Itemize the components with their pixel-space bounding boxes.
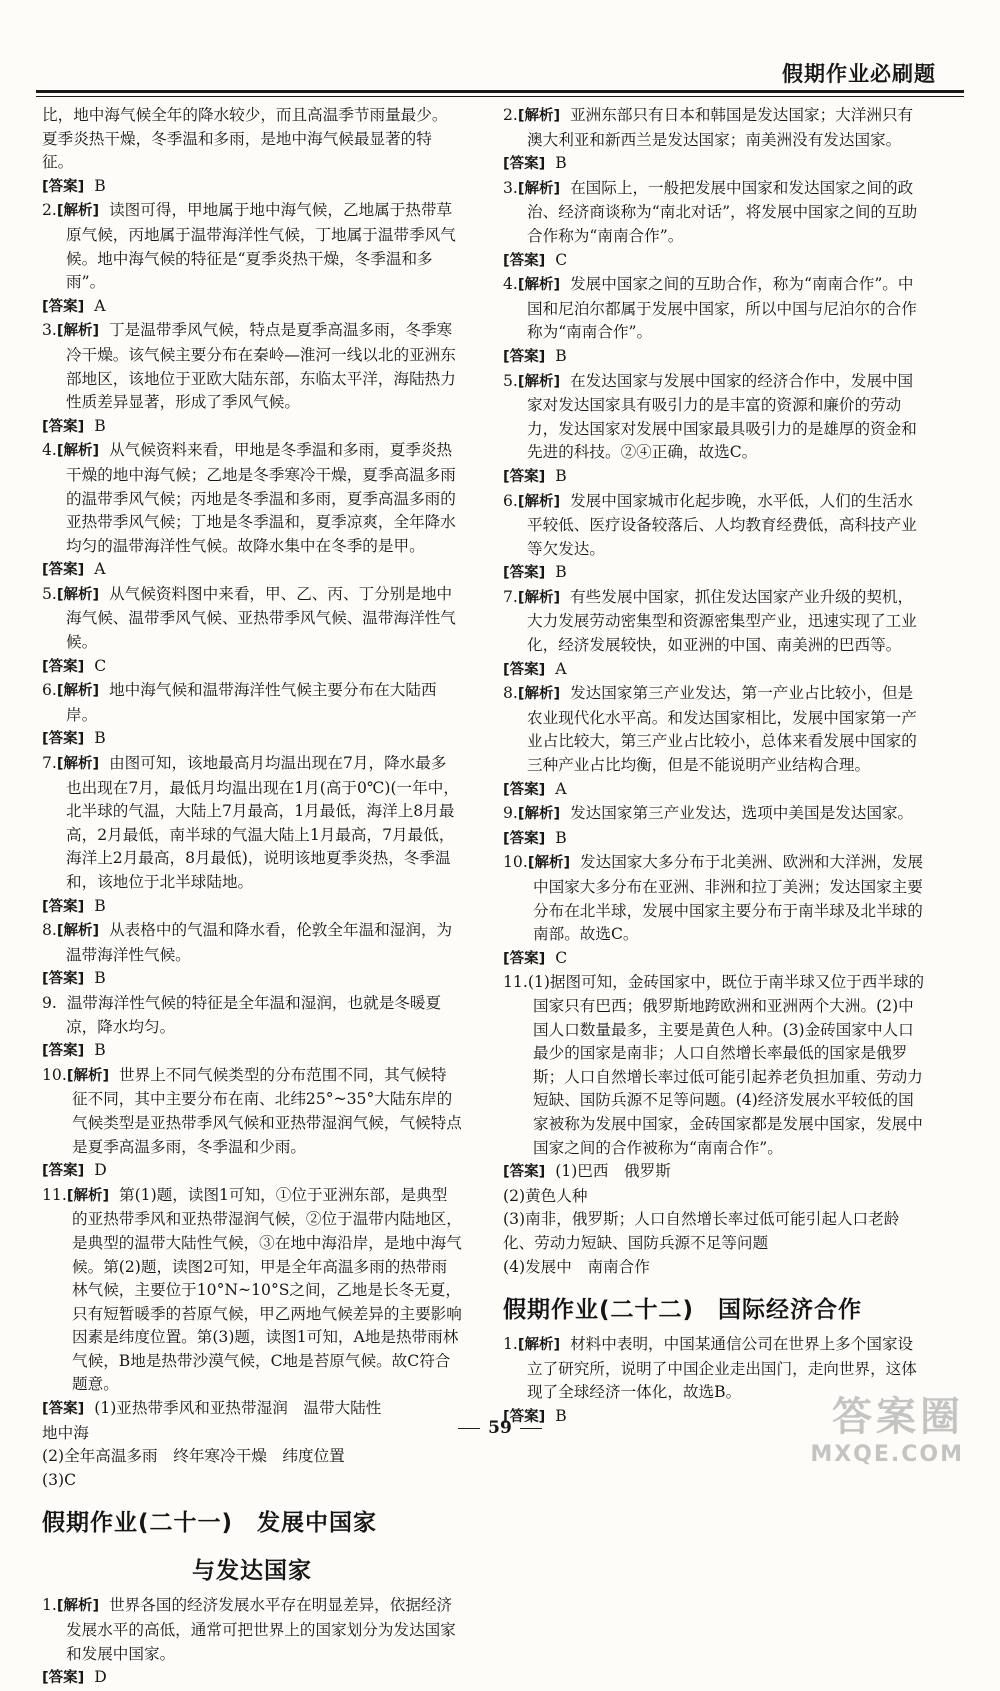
question-text [503,104,925,152]
analysis-label: [解析] [56,323,100,340]
question-text [42,752,462,895]
answer-line [503,249,925,274]
answer-line [42,295,462,320]
answer-value: B [94,416,106,435]
analysis-text: 从气候资料图中来看，甲、乙、丙、丁分别是地中海气候、温带季风气候、亚热带季风气候、温带海洋性气候。 [66,584,456,652]
question-text [42,583,462,655]
right-q10 [503,851,925,971]
analysis-label: [解析] [517,1337,561,1354]
analysis-text: 丁是温带季风气候，特点是夏季高温多雨，冬季寒冷干燥。该气候主要分布在秦岭—淮河一线以北的亚洲东部地区，该地位于亚欧大陆东部，东临太平洋，海陆热力性质差异显著，形成了季风气候。 [66,321,456,412]
page-number-dash-right [520,1428,542,1429]
answer-part-3: (3)南非，俄罗斯；人口自然增长率过低可能引起人口老龄化、劳动力短缺、国防兵源不足等问题 [503,1210,900,1252]
answer-value: A [94,560,106,579]
question-number: 2. [503,106,518,124]
question-text [503,802,925,827]
analysis-text: 亚洲东部只有日本和韩国是发达国家；大洋洲只有澳大利亚和新西兰是发达国家；南美洲没有发达国家。 [527,106,914,149]
right-q2 [503,104,925,177]
answer-label: [答案] [503,252,546,269]
answer-part-3: (3)C [42,1470,77,1489]
analysis-text: 发达国家大多分布于北美洲、欧洲和大洋洲，发展中国家大多分布在亚洲、非洲和拉丁美洲；发达国家主要分布在北半球，发展中国家主要分布于南半球及北半球的南部。故选C。 [533,853,924,944]
answer-line [42,415,462,440]
answer-part-4: (4)发展中 南南合作 [503,1257,650,1276]
analysis-text: 世界各国的经济发展水平存在明显差异，依据经济发展水平的高低，通常可把世界上的国家划分为发达国家和发展中国家。 [66,1596,456,1663]
header-title: 假期作业必刷题 [782,62,936,86]
analysis-label: [解析] [527,855,571,872]
answer-label: [答案] [503,1164,546,1181]
question-number: 2. [42,201,57,220]
answer-line [503,1160,925,1185]
answer-value: A [94,296,106,315]
answer-value: (1)巴西 俄罗斯 [555,1162,671,1181]
watermark [810,1385,964,1467]
answer-line [42,175,462,200]
answer-label: [答案] [42,658,85,675]
analysis-text: 发展中国家城市化起步晚，水平低，人们的生活水平较低、医疗设备较落后、人均教育经费低，高科技产业等欠发达。 [527,491,917,558]
right-column [503,104,925,1429]
question-number: 7. [503,587,518,606]
analysis-text: 材料中表明，中国某通信公司在世界上多个国家设立了研究所，说明了中国企业走出国门，走向世界，这体现了全球经济一体化，故选B。 [527,1335,917,1402]
question-number: 10. [503,853,528,872]
answer-value: B [555,1406,567,1425]
answer-label: [答案] [42,1401,85,1418]
question-number: 9. [42,993,57,1012]
answer-label: [答案] [503,348,546,365]
analysis-text: 第(1)题，读图1可知，①位于亚洲东部，是典型的亚热带季风和亚热带湿润气候，②位于温带内陆地区，是典型的温带大陆性气候，③在地中海沿岸，是地中海气候。第(2)题，读图2可知，甲是全年高温多雨的热带雨林气候，主要位于10°N~10°S之间，乙地是长冬无夏，只有短暂暖季的苔原气候，甲乙两地气候差异的主要影响因素是纬度位置。第(3)题，读图1可知，A地是热带雨林气候，B地是热带沙漠气候，C地是苔原气候。故C符合题意。 [72,1185,462,1394]
answer-label: [答案] [42,1163,85,1180]
question-text [42,1184,462,1397]
answer-line [503,152,925,177]
page-number-value: 59 [488,1418,512,1438]
watermark-text: 答案圈 [832,1394,964,1440]
question-number: 5. [503,371,518,390]
answer-line [503,827,925,852]
question-number: 10. [42,1065,67,1084]
analysis-label: [解析] [517,373,561,390]
answer-value: B [555,828,567,847]
analysis-label: [解析] [66,1187,110,1204]
right-q4 [503,273,925,369]
answer-line [42,967,462,992]
analysis-label: [解析] [517,493,561,510]
right-q8 [503,682,925,802]
question-text [503,490,925,562]
analysis-label: [解析] [517,589,561,606]
question-number: 8. [503,684,518,703]
answer-label: [答案] [503,661,546,678]
answer-value: A [555,779,567,798]
analysis-text: 地中海气候和温带海洋性气候主要分布在大陆西岸。 [66,681,437,724]
answer-value: C [555,250,568,269]
analysis-text: 在发达国家与发展中国家的经济合作中，发展中国家对发达国家具有吸引力的是丰富的资源和廉价的劳动力，发达国家对发展中国家最具吸引力的是雄厚的资金和先进的科技。②④正确，故选C。 [527,371,917,462]
answer-label: [答案] [42,971,85,988]
answer-value: B [94,969,106,988]
left-q1 [42,104,462,199]
right-q7 [503,586,925,682]
answer-label: [答案] [42,1043,85,1060]
section-title-21: 假期作业(二十一) 发展中国家 [42,1510,378,1537]
answer-value: (1)亚热带季风和亚热带湿润 温带大陆性 [94,1399,382,1418]
right-q9 [503,802,925,851]
answer-value: C [94,656,107,675]
right-q3 [503,177,925,273]
analysis-label: [解析] [517,108,561,124]
analysis-text: 有些发展中国家，抓住发达国家产业升级的契机，大力发展劳动密集型和资源密集型产业，迅速实现了工业化，经济发展较快，如亚洲的中国、南美洲的巴西等。 [527,587,917,655]
question-number: 6. [42,681,57,700]
question-text [503,971,925,1160]
left-q3 [42,319,462,439]
question-text [42,199,462,294]
answer-line [42,655,462,680]
analysis-label: [解析] [56,683,100,700]
left-q5 [42,583,462,679]
analysis-label: [解析] [517,180,561,197]
answer-label: [答案] [42,1670,85,1687]
answer-label: [答案] [42,178,85,195]
left-q8 [42,919,462,992]
answer-value: B [555,563,567,582]
analysis-label: [解析] [517,806,561,823]
question-text [503,177,925,249]
answer-label: [答案] [503,1408,546,1425]
answer-value: A [555,659,567,678]
analysis-label: [解析] [56,923,100,940]
question-text [42,1594,462,1666]
answer-value: B [94,896,106,915]
left-q10 [42,1064,462,1184]
answer-line [42,558,462,583]
answer-value: D [94,1161,107,1180]
right-q5 [503,370,925,490]
answer-line [42,895,462,920]
answer-label: [答案] [42,898,85,915]
question-number: 3. [503,178,518,197]
analysis-text: 发展中国家之间的互助合作，称为“南南合作”。中国和尼泊尔都属于发展中国家，所以中国与尼泊尔的合作称为“南南合作”。 [527,275,917,342]
question-text: 比，地中海气候全年的降水较少，而且高温季节雨量最少。夏季炎热干燥，冬季温和多雨，是地中海气候最显著的特征。 [42,106,448,172]
answer-line [42,1039,462,1064]
left-column [42,104,462,1691]
analysis-label: [解析] [56,586,100,603]
question-text [503,273,925,345]
answer-line [503,778,925,803]
header-rule-thick [36,90,964,93]
answer-value: D [94,1668,107,1687]
answer-label: [答案] [42,731,85,748]
answer-line [503,561,925,586]
analysis-text: 发达国家第三产业发达，选项中美国是发达国家。 [570,804,914,823]
question-number: 8. [42,921,57,940]
answer-line [503,658,925,683]
analysis-text: 读图可得，甲地属于地中海气候，乙地属于热带草原气候，丙地属于温带海洋性气候，丁地属于温带季风气候。地中海气候的特征是“夏季炎热干燥，冬季温和多雨”。 [66,201,456,292]
analysis-label: [解析] [56,756,100,773]
question-number: 4. [503,275,518,294]
answer-value: B [555,466,567,485]
analysis-text: (1)据图可知，金砖国家中，既位于南半球又位于西半球的国家只有巴西；俄罗斯地跨欧洲和亚洲两个大洲。(2)中国人口数量最多，主要是黄色人种。(3)金砖国家中人口最少的国家是南非；人口自然增长率最低的国家是俄罗斯；人口自然增长率过低可能引起养老负担加重、劳动力短缺、国防兵源不足等问题。(4)经济发展水平较低的国家被称为发展中国家，金砖国家都是发展中国家，发展中国家之间的合作被称为“南南合作”。 [527,973,925,1157]
question-number: 4. [42,441,57,460]
answer-value: B [555,154,567,173]
answer-label: [答案] [503,565,546,582]
answer-value: B [94,1041,106,1060]
page-number-dash-left [458,1428,480,1429]
analysis-text: 从气候资料来看，甲地是冬季温和多雨，夏季炎热干燥的地中海气候；乙地是冬季寒冷干燥，夏季高温多雨的温带季风气候；丙地是冬季温和多雨，夏季高温多雨的亚热带季风气候；丁地是冬季温和，夏季凉爽，全年降水均匀的温带海洋性气候。故降水集中在冬季的是甲。 [66,441,456,555]
answer-line [503,345,925,370]
question-number: 3. [42,321,57,340]
answer-line [42,1159,462,1184]
question-number: 11. [42,1185,67,1204]
analysis-text: 由图可知，该地最高月均温出现在7月，降水最多也出现在7月，最低月均温出现在1月(高于0℃)(一年中，北半球的气温，大陆上7月最高，1月最低，海洋上8月最高，2月最低，南半球的气温大陆上1月最高，7月最低，海洋上2月最高，8月最低)，说明该地夏季炎热，冬季温和，该地位于北半球陆地。 [66,754,459,891]
answer-part-2: (2)全年高温多雨 终年寒冷干燥 纬度位置 [42,1447,345,1466]
header-rule-thin [36,96,964,97]
left-q9 [42,992,462,1064]
question-text [42,992,462,1039]
analysis-text: 发达国家第三产业发达，第一产业占比较小，但是农业现代化水平高。和发达国家相比，发展中国家第一产业占比较大，第三产业占比较小，总体来看发展中国家的三种产业占比均衡，但是不能说明产业结构合理。 [527,684,917,775]
answer-label: [答案] [503,468,546,485]
right-q11 [503,971,925,1279]
left-q4 [42,439,462,583]
section-title-22: 假期作业(二十二) 国际经济合作 [503,1297,863,1324]
analysis-label: [解析] [56,203,100,220]
question-text [42,439,462,558]
question-number: 11. [503,973,528,992]
question-number: 6. [503,491,518,510]
answer-label: [答案] [503,781,546,798]
answer-label: [答案] [42,418,85,435]
left-q7 [42,752,462,919]
left-q2 [42,199,462,319]
question-text [503,586,925,658]
analysis-label: [解析] [517,277,561,294]
question-number: 7. [42,754,57,773]
answer-value: C [555,948,568,967]
analysis-text: 从表格中的气温和降水看，伦敦全年温和湿润，为温带海洋性气候。 [66,921,453,964]
question-number: 1. [42,1596,57,1615]
analysis-label: [解析] [56,443,100,460]
analysis-label: [解析] [56,1598,100,1615]
question-text [503,370,925,465]
answer-line [503,947,925,972]
answer-label: [答案] [503,950,546,967]
answer-value: B [94,176,106,195]
answer-label: [答案] [42,298,85,315]
left-q6 [42,679,462,752]
section-title-21-line2: 与发达国家 [192,1558,312,1585]
answer-label: [答案] [42,562,85,579]
left-q11 [42,1184,462,1493]
question-text [42,1064,462,1159]
sec21-q1 [42,1594,462,1690]
answer-label: [答案] [503,156,546,173]
answer-value: B [94,729,106,748]
analysis-text: 温带海洋性气候的特征是全年温和湿润，也就是冬暖夏凉，降水均匀。 [66,993,442,1036]
watermark-url: MXQE.COM [810,1442,964,1467]
answer-line [42,1666,462,1691]
answer-part-2: (2)黄色人种 [503,1186,588,1205]
question-number: 5. [42,584,57,603]
answer-value: B [555,346,567,365]
analysis-label: [解析] [66,1067,110,1084]
question-text [42,679,462,727]
answer-line [42,727,462,752]
question-text [503,851,925,946]
analysis-label: [解析] [517,686,561,703]
question-number: 9. [503,804,518,823]
analysis-text: 世界上不同气候类型的分布范围不同，其气候特征不同，其中主要分布在南、北纬25°~35°大陆东岸的气候类型是亚热带季风气候和亚热带湿润气候，气候特点是夏季高温多雨，冬季温和少雨。 [72,1065,462,1156]
question-text [503,682,925,777]
right-q6 [503,490,925,586]
answer-line [503,465,925,490]
analysis-text: 在国际上，一般把发展中国家和发达国家之间的政治、经济商谈称为“南北对话”，将发展中国家之间的互助合作称为“南南合作”。 [527,178,918,245]
question-number: 1. [503,1335,518,1354]
answer-label: [答案] [503,830,546,847]
answer-continued: 地中海 [42,1423,89,1442]
question-text [42,319,462,414]
question-text [42,919,462,967]
